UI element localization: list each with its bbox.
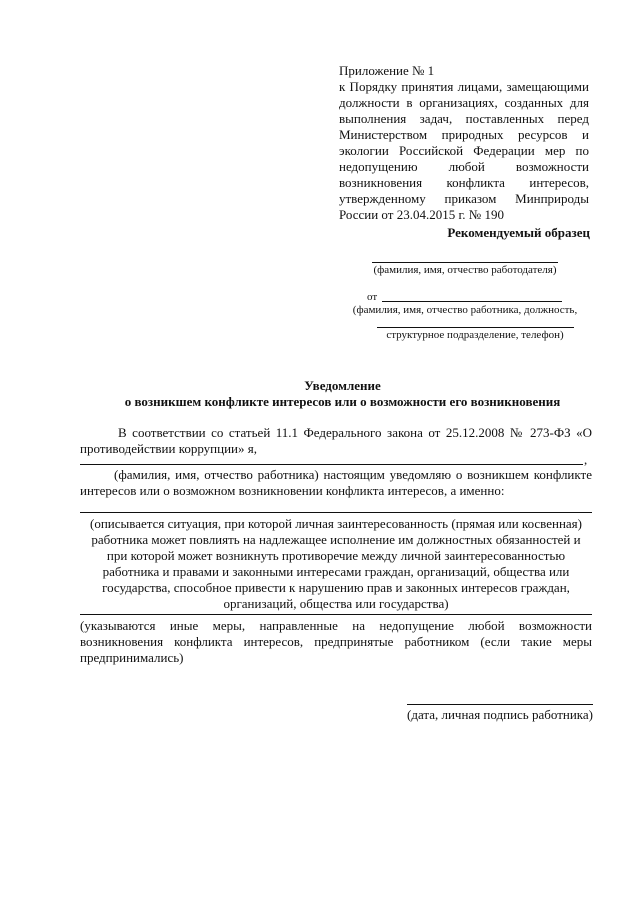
notice-subtitle: о возникшем конфликте интересов или о возможности его возникновения	[124, 394, 561, 409]
notice-title: Уведомление	[304, 378, 381, 393]
signature-line	[407, 704, 593, 705]
declaration-paragraph: (фамилия, имя, отчество работника) настоящим уведомляю о возникшем конфликте интересов или о возможном возникновении конфликта интересов, а именно:	[80, 467, 592, 498]
employer-caption: (фамилия, имя, отчество работодателя)	[373, 264, 557, 276]
department-line	[377, 327, 574, 328]
department-caption: структурное подразделение, телефон)	[386, 329, 564, 341]
employee-line	[382, 301, 562, 302]
intro-paragraph: В соответствии со статьей 11.1 Федерального закона от 25.12.2008 № 273-ФЗ «О противодействии коррупции» я,	[80, 425, 592, 456]
measures-note: (указываются иные меры, направленные на недопущение любой возможности возникновения конфликта интересов, предпринятые работником (если такие меры предпринимались)	[80, 618, 592, 665]
situation-note: (описывается ситуация, при которой личная заинтересованность (прямая или косвенная) работника может повлиять на надлежащее исполнение им должностных обязанностей и при которой может возникнуть противоречие между личной заинтересованностью работника и правами и законными интересами граждан, организаций, общества или государства, способное привести к нарушению прав и законных интересов граждан, организаций, общества или государства)	[90, 516, 582, 611]
employee-caption: (фамилия, имя, отчество работника, должность,	[352, 304, 578, 316]
appendix-title: Приложение № 1	[339, 63, 435, 78]
signature-caption: (дата, личная подпись работника)	[407, 707, 594, 722]
sample-note: Рекомендуемый образец	[447, 225, 590, 240]
situation-line	[80, 512, 592, 513]
employer-line	[372, 262, 558, 263]
employee-name-comma: ,	[584, 452, 588, 467]
measures-line	[80, 614, 592, 615]
appendix-block	[339, 63, 589, 223]
appendix-body: к Порядку принятия лицами, замещающими должности в организациях, созданных для выполнения задач, поставленных перед Министерством природных ресурсов и экологии Российской Федерации мер по недопущению любой возможности возникновения конфликта интересов, утвержденному приказом Минприроды России от 23.04.2015 г. № 190	[339, 79, 589, 222]
employee-name-line	[80, 464, 583, 465]
from-prefix: от	[367, 291, 378, 303]
